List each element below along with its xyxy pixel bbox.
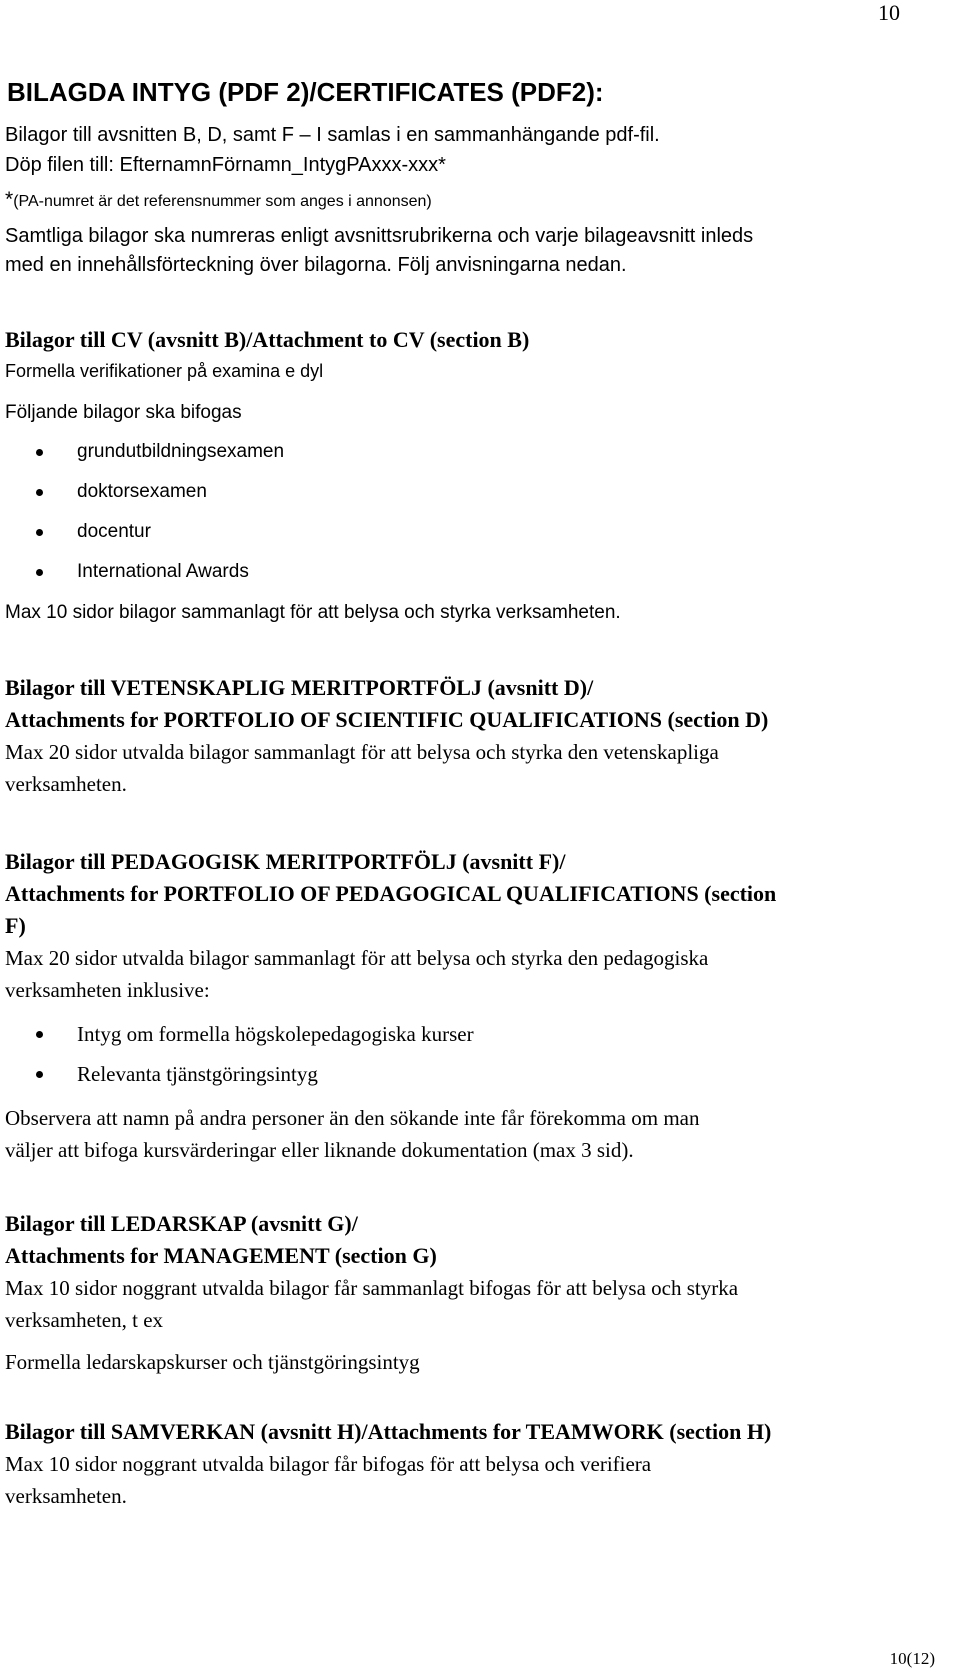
section-body: verksamheten. [5,1484,127,1508]
list-item [2,440,907,464]
section-extra: Formella ledarskapskurser och tjänstgöringsintyg [5,1350,420,1374]
section-title: Bilagor till VETENSKAPLIG MERITPORTFÖLJ (avsnitt D)/ [5,675,594,700]
page-heading: BILAGDA INTYG (PDF 2)/CERTIFICATES (PDF2): [7,77,604,107]
intro-paragraph-line: Samtliga bilagor ska numreras enligt avsnittsrubrikerna och varje bilageavsnitt inleds [5,225,754,247]
bullet-list [2,1022,907,1086]
section-body: verksamheten, t ex [5,1308,164,1332]
intro-paragraph-line: med en innehållsförteckning över bilagorna. Följ anvisningarna nedan. [5,254,627,276]
section-title: Attachments for MANAGEMENT (section G) [5,1243,437,1268]
section-lead: Följande bilagor ska bifogas [5,402,242,423]
section-title: Bilagor till CV (avsnitt B)/Attachment to CV (section B) [5,327,530,352]
section-title: Bilagor till PEDAGOGISK MERITPORTFÖLJ (avsnitt F)/ [5,849,566,874]
document-content [2,74,907,1512]
section-body: Max 10 sidor noggrant utvalda bilagor får bifogas för att belysa och verifiera [5,1452,652,1476]
list-item-text: Relevanta tjänstgöringsintyg [77,1062,318,1086]
bullet-icon [36,569,43,576]
section-management [2,1208,907,1378]
intro-paragraph [5,222,907,280]
bullet-icon [36,449,43,456]
bullet-list [2,440,907,584]
bullet-icon [36,529,43,536]
section-body: verksamheten inklusive: [5,978,210,1002]
page-number-top: 10 [878,0,900,25]
list-item [2,520,907,544]
section-cv [2,324,907,626]
section-title: Bilagor till LEDARSKAP (avsnitt G)/ [5,1211,358,1236]
section-title: Attachments for PORTFOLIO OF PEDAGOGICAL QUALIFICATIONS (section [5,881,777,906]
bullet-icon [36,1071,43,1078]
list-item-text: grundutbildningsexamen [77,441,285,462]
section-title: Attachments for PORTFOLIO OF SCIENTIFIC QUALIFICATIONS (section D) [5,707,769,732]
section-body: Max 20 sidor utvalda bilagor sammanlagt för att belysa och styrka den pedagogiska [5,946,709,970]
section-teamwork [2,1416,907,1512]
list-item [2,1062,907,1086]
section-scientific [2,672,907,800]
filename-instruction: Döp filen till: EfternamnFörnamn_IntygPAxxx-xxx* [5,154,446,176]
section-body: Max 20 sidor utvalda bilagor sammanlagt för att belysa och styrka den vetenskapliga [5,740,719,764]
list-item [2,1022,907,1046]
page-number-bottom: 10(12) [889,1649,935,1668]
bullet-icon [36,489,43,496]
section-note: Max 10 sidor bilagor sammanlagt för att belysa och styrka verksamheten. [5,602,621,623]
intro-line: Bilagor till avsnitten B, D, samt F – I samlas i en sammanhängande pdf-fil. [5,124,660,146]
section-note: Observera att namn på andra personer än den sökande inte får förekomma om man [5,1106,700,1130]
bullet-icon [36,1031,43,1038]
section-note: väljer att bifoga kursvärderingar eller liknande dokumentation (max 3 sid). [5,1138,634,1162]
list-item-text: International Awards [77,561,249,582]
section-pedagogical [2,846,907,1166]
section-title: Bilagor till SAMVERKAN (avsnitt H)/Attachments for TEAMWORK (section H) [5,1419,772,1444]
list-item [2,480,907,504]
section-body: verksamheten. [5,772,127,796]
section-body: Max 10 sidor noggrant utvalda bilagor får sammanlagt bifogas för att belysa och styrka [5,1276,739,1300]
footnote-star: * [5,188,14,211]
list-item-text: doktorsexamen [77,481,207,502]
footnote-text: (PA-numret är det referensnummer som anges i annonsen) [13,193,432,210]
section-title: F) [5,913,26,938]
list-item-text: Intyg om formella högskolepedagogiska kurser [77,1022,474,1046]
list-item-text: docentur [77,521,151,542]
section-subtitle: Formella verifikationer på examina e dyl [5,361,324,381]
list-item [2,560,907,584]
footnote [5,186,907,216]
